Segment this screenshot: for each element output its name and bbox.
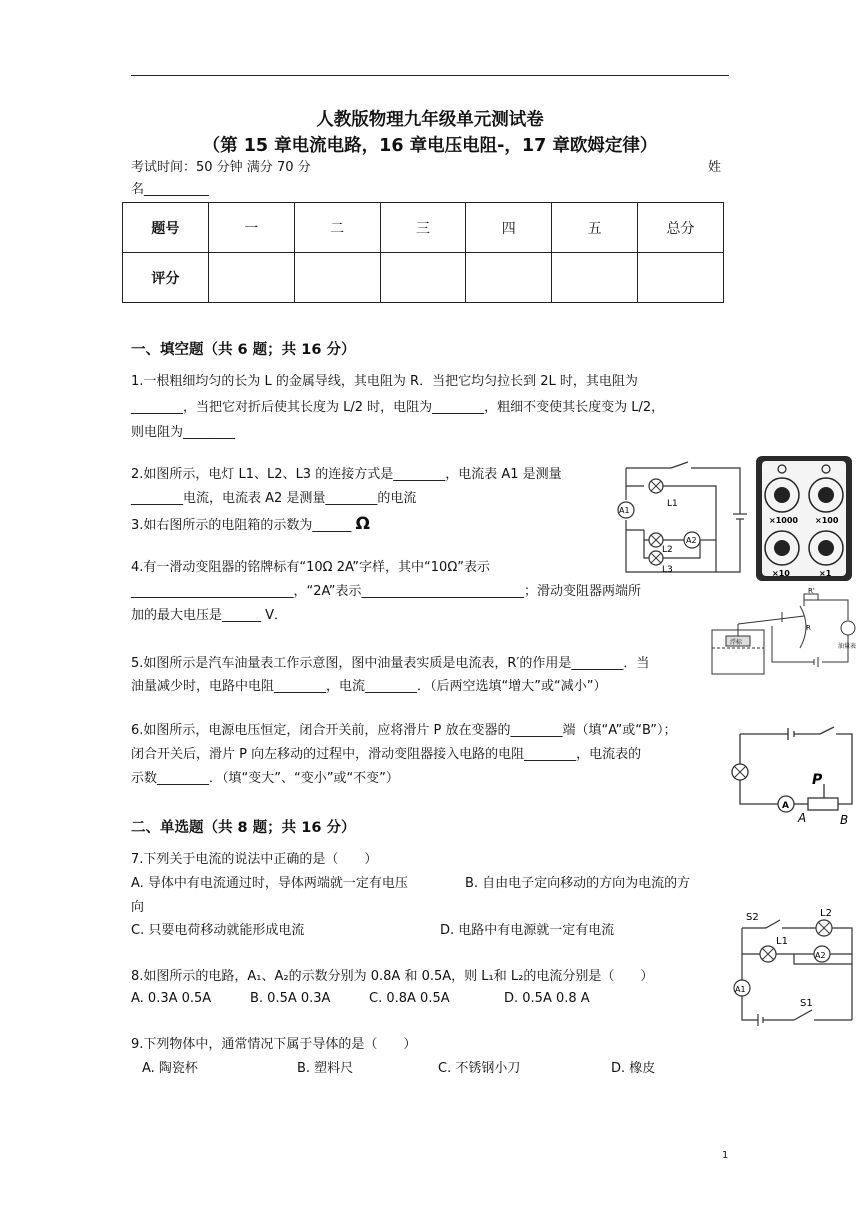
option-a: A. 导体中有电流通过时，导体两端就一定有电压 [131,876,408,891]
dial-label-10: ×10 [772,569,790,578]
page-title: 人教版物理九年级单元测试卷 [316,110,544,130]
table-cell: 四 [466,203,552,253]
option-d: D. 橡皮 [611,1061,656,1076]
question-text: 加的最大电压是______ V． [131,608,288,623]
label-a2: A2 [686,536,697,545]
circuit-diagram-q2 [616,458,750,580]
option-d: D. 电路中有电源就一定有电流 [440,923,615,938]
exam-info: 考试时间：50 分钟 满分 70 分 [131,160,311,175]
label-l1: L1 [776,936,788,947]
resistance-box-diagram [755,455,853,582]
dial-label-1000: ×1000 [769,516,798,525]
ammeter-label: A [782,801,789,811]
question-text [131,513,370,537]
page-subtitle: （第 15 章电流电路，16 章电压电阻-，17 章欧姆定律） [202,136,658,156]
question-text: 8.如图所示的电路，A₁、A₂的示数分别为 0.8A 和 0.5A，则 L₁和 L₂的电流分别是（ ） [131,969,654,984]
table-cell: 总分 [638,203,724,253]
label-p: P [812,772,823,788]
slider-circuit-diagram [728,722,856,828]
question-text-part: 3.如右图所示的电阻箱的示数为______ [131,518,352,533]
table-cell: 三 [380,203,466,253]
option-d: D. 0.5A 0.8 A [504,991,590,1006]
option-b: B. 0.5A 0.3A [250,991,331,1006]
score-input-cell[interactable] [638,253,724,303]
option-a: A. 陶瓷杯 [142,1061,198,1076]
dial-label-1: ×1 [819,569,832,578]
table-row [123,253,724,303]
option-c: C. 不锈钢小刀 [438,1061,521,1076]
question-text: 示数________．（填“变大”、“变小”或“不变”） [131,771,399,786]
label-a1: A1 [735,985,746,994]
label-l3: L3 [662,565,673,575]
question-text: 油量减少时，电路中电阻________，电流________．（后两空选填“增大”或“减小”） [131,679,607,694]
question-text: 则电阻为________ [131,425,236,440]
question-text: 2.如图所示，电灯 L1、L2、L3 的连接方式是________，电流表 A1 是测量 [131,467,562,482]
score-input-cell[interactable] [208,253,294,303]
ohm-symbol: Ω [355,514,370,534]
top-rule [131,75,729,76]
question-text: 闭合开关后，滑片 P 向左移动的过程中，滑动变阻器接入电路的电阻________，电流表的 [131,747,642,762]
option-c: C. 只要电荷移动就能形成电流 [131,923,305,938]
label-b: B [840,813,849,827]
question-text: 5.如图所示是汽车油量表工作示意图，图中油量表实质是电流表，R′的作用是________．当 [131,656,650,671]
label-a: A [798,811,807,825]
label-s2: S2 [746,912,759,923]
score-input-cell[interactable] [466,253,552,303]
table-cell: 评分 [123,253,209,303]
circuit-diagram-q8 [728,902,858,1028]
question-text: 4.有一滑动变阻器的铭牌标有“10Ω 2A”字样，其中“10Ω”表示 [131,560,490,575]
table-row [123,203,724,253]
question-text: 1.一根粗细均匀的长为 L 的金属导线，其电阻为 R．当把它均匀拉长到 2L 时，其电阻为 [131,374,638,389]
name-label: 姓 [708,160,722,175]
table-cell: 一 [208,203,294,253]
question-text: ________，当把它对折后使其长度为 L/2 时，电阻为________，粗细不变使其长度变为 L/2， [131,400,665,415]
score-table [122,202,724,303]
score-input-cell[interactable] [380,253,466,303]
question-text: 6.如图所示，电源电压恒定，闭合开关前，应将滑片 P 放在变器的________端（填“A”或“B”）； [131,723,677,738]
score-input-cell[interactable] [294,253,380,303]
option-b: B. 自由电子定向移动的方向为电流的方 [465,876,691,891]
label-l2: L2 [662,545,673,555]
score-input-cell[interactable] [552,253,638,303]
question-text: ________电流，电流表 A2 是测量________的电流 [131,491,417,506]
oil-gauge-diagram [708,586,858,684]
label-a1: A1 [619,506,630,515]
section-heading: 一、填空题（共 6 题；共 16 分） [131,342,356,358]
option-b-cont: 向 [131,900,145,915]
gauge-label: 油量表 [838,643,857,650]
option-c: C. 0.8A 0.5A [369,991,450,1006]
question-text: 7.下列关于电流的说法中正确的是（ ） [131,852,378,867]
question-text: _________________________，“2A”表示_________________________；滑动变阻器两端所 [131,584,642,599]
table-cell: 题号 [123,203,209,253]
table-cell: 二 [294,203,380,253]
option-b: B. 塑料尺 [297,1061,354,1076]
label-rp: R' [808,587,815,595]
float-label: 浮标 [730,639,743,646]
label-l1: L1 [667,499,678,509]
label-r: R [806,624,811,632]
question-text: 9.下列物体中，通常情况下属于导体的是（ ） [131,1037,417,1052]
label-l2: L2 [820,908,832,919]
name-field: 名__________ [131,182,210,197]
option-a: A. 0.3A 0.5A [131,991,212,1006]
label-a2: A2 [815,951,826,960]
dial-label-100: ×100 [815,516,839,525]
table-cell: 五 [552,203,638,253]
page-number: 1 [722,1150,729,1161]
label-s1: S1 [800,998,813,1009]
section-heading: 二、单选题（共 8 题；共 16 分） [131,820,356,836]
